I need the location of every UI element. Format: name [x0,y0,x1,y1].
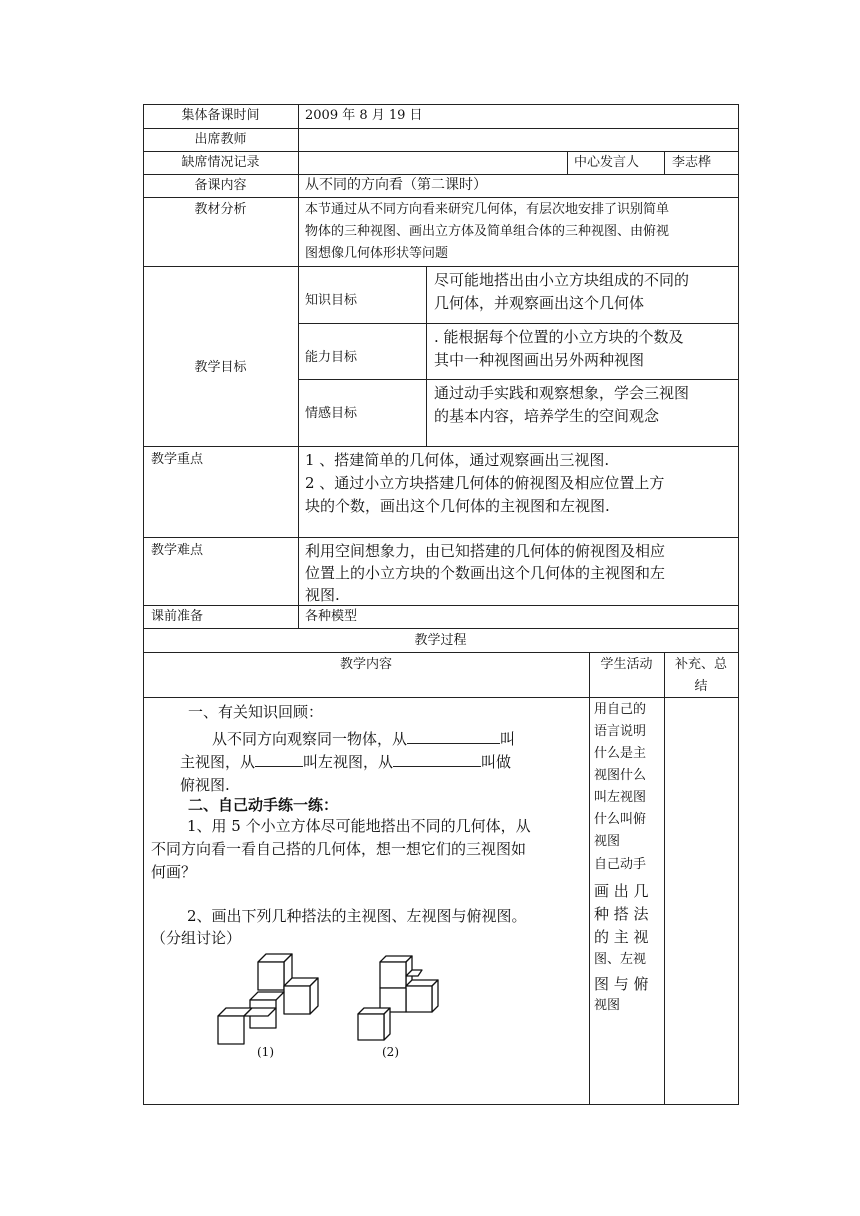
process-title: 教学过程 [414,633,467,648]
activity-line: 语言说明 [594,724,647,739]
goal-ability-label: 能力目标 [305,350,358,365]
activity-line: 种 搭 法 [594,905,649,923]
activity-line: 图、左视 [594,952,647,967]
item2-line: （分组讨论） [151,929,242,947]
item1-line: 1、用 5 个小立方体尽可能地搭出不同的几何体，从 [187,817,531,835]
activity-line: 自己动手 [594,857,647,872]
absence-label: 缺席情况记录 [181,155,260,170]
time-label: 集体备课时间 [181,108,260,123]
content-value: 从不同的方向看（第二课时） [305,177,487,193]
analysis-label: 教材分析 [194,202,247,217]
activity-line: 画 出 几 [594,882,649,900]
difficulty-line: 利用空间想象力，由已知搭建的几何体的俯视图及相应 [305,542,666,560]
goal-ability-line: . 能根据每个位置的小立方块的个数及 [434,328,684,346]
item2-line: 2、画出下列几种搭法的主视图、左视图与俯视图。 [187,907,527,925]
difficulty-line: 位置上的小立方块的个数画出这个几何体的主视图和左 [305,564,666,582]
goal-ability-line: 其中一种视图画出另外两种视图 [434,351,645,369]
section2-title: 二、自己动手练一练： [188,796,339,814]
activity-line: 什么是主 [594,746,647,761]
goal-knowledge-label: 知识目标 [305,293,358,308]
activity-line: 视图什么 [594,768,647,783]
time-value: 2009 年 8 月 19 日 [305,108,423,123]
speaker-name: 李志桦 [672,155,712,170]
prep-label: 课前准备 [151,609,204,624]
col-content-header: 教学内容 [339,657,392,672]
item1-line: 何画？ [151,863,197,881]
col-supplement-header: 补充、总 [674,657,727,672]
item1-line: 不同方向看一看自己搭的几何体，想一想它们的三视图如 [151,840,527,858]
figure-label-2: (2) [382,1045,399,1059]
content-label: 备课内容 [194,178,247,193]
cube-figure-2 [350,950,450,1050]
review-line-2: 主视图，从 叫左视图，从 叫做 [180,753,512,771]
speaker-label: 中心发言人 [574,155,640,170]
activity-line: 视图 [594,998,621,1013]
key-line: 2 、通过小立方块搭建几何体的俯视图及相应位置上方 [305,474,665,492]
teacher-label: 出席教师 [194,132,247,147]
activity-line: 图 与 俯 [594,975,649,993]
figure-label-1: (1) [257,1045,274,1059]
goal-emotion-line: 通过动手实践和观察想象，学会三视图 [434,384,690,402]
col-supplement-header-2: 结 [694,679,708,694]
col-activity-header: 学生活动 [600,657,653,672]
section1-title: 一、有关知识回顾： [188,703,324,721]
analysis-line: 本节通过从不同方向看来研究几何体，有层次地安排了识别简单 [305,202,670,217]
difficulty-label: 教学难点 [151,543,204,558]
goal-emotion-label: 情感目标 [305,406,358,421]
review-line-1: 从不同方向观察同一物体，从 叫 [212,730,516,748]
analysis-line: 物体的三种视图、画出立方体及简单组合体的三种视图、由俯视 [305,224,670,239]
analysis-line: 图想像几何体形状等问题 [305,246,449,261]
prep-value: 各种模型 [305,609,358,624]
goal-knowledge-line: 尽可能地搭出由小立方块组成的不同的 [434,271,690,289]
goals-label: 教学目标 [194,360,247,375]
activity-line: 用自己的 [594,702,647,717]
review-line-3: 俯视图. [180,776,230,794]
goal-knowledge-line: 几何体，并观察画出这个几何体 [434,294,645,312]
difficulty-line: 视图. [305,586,340,604]
key-label: 教学重点 [151,452,204,467]
activity-line: 的 主 视 [594,928,649,946]
key-line: 块的个数，画出这个几何体的主视图和左视图. [305,497,610,515]
activity-line: 什么叫俯 [594,812,647,827]
key-line: 1 、搭建简单的几何体，通过观察画出三视图. [305,451,610,469]
activity-line: 视图 [594,834,621,849]
goal-emotion-line: 的基本内容，培养学生的空间观念 [434,407,660,425]
activity-line: 叫左视图 [594,790,647,805]
